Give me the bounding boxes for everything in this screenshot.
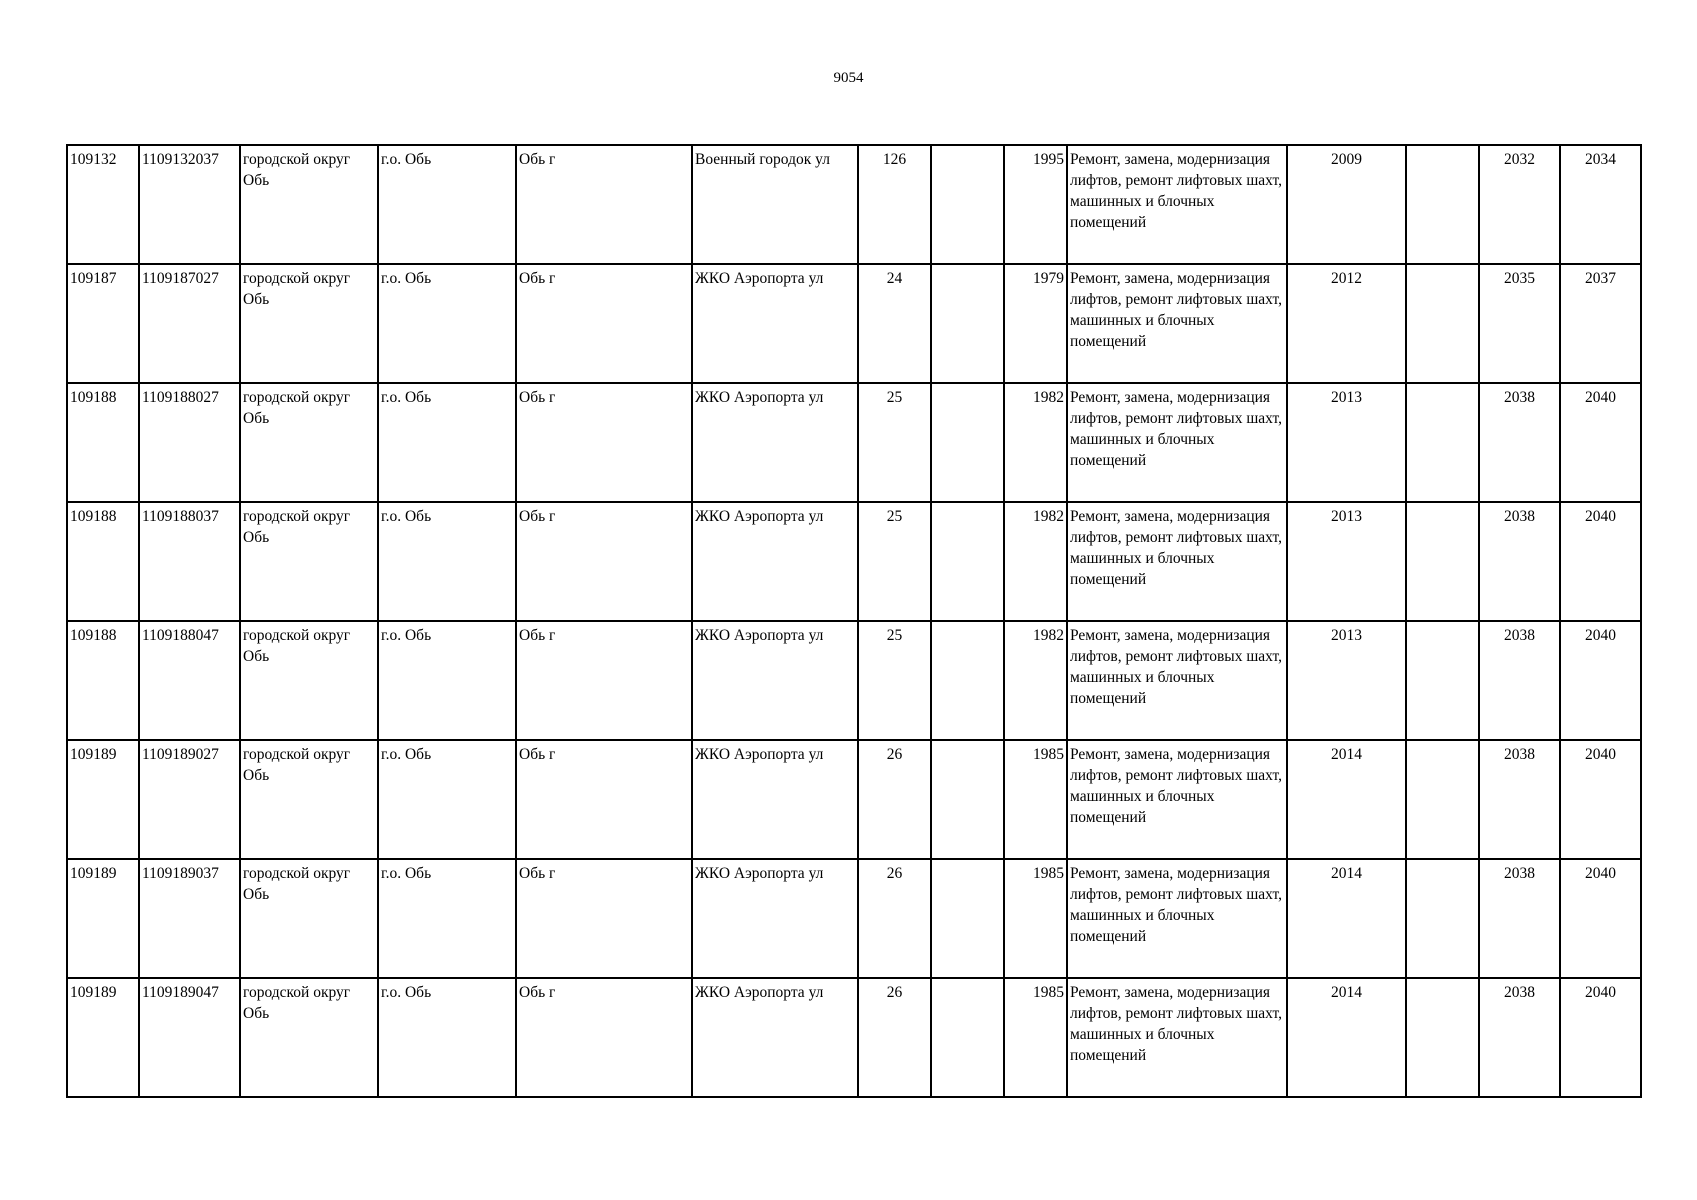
house-number-cell: 126 <box>858 145 931 264</box>
locality-cell: Обь г <box>516 978 692 1097</box>
work-type-cell: Ремонт, замена, модернизация лифтов, ремонт лифтовых шахт, машинных и блочных помещений <box>1067 859 1287 978</box>
house-code-cell: 1109188037 <box>139 502 240 621</box>
table-row <box>67 264 1641 383</box>
plan-end-year-cell: 2040 <box>1560 502 1641 621</box>
street-cell: ЖКО Аэропорта ул <box>692 383 858 502</box>
locality-cell: Обь г <box>516 621 692 740</box>
plan-start-year-cell: 2038 <box>1479 740 1560 859</box>
plan-start-year-cell: 2038 <box>1479 502 1560 621</box>
empty-cell <box>1406 740 1479 859</box>
street-cell: ЖКО Аэропорта ул <box>692 740 858 859</box>
building-cell <box>931 978 1004 1097</box>
table-body <box>67 145 1641 1097</box>
last-repair-year-cell: 2012 <box>1287 264 1406 383</box>
last-repair-year-cell: 2014 <box>1287 740 1406 859</box>
street-cell: Военный городок ул <box>692 145 858 264</box>
work-type-cell: Ремонт, замена, модернизация лифтов, ремонт лифтовых шахт, машинных и блочных помещений <box>1067 264 1287 383</box>
table-row <box>67 383 1641 502</box>
table-row <box>67 502 1641 621</box>
municipality-cell: г.о. Обь <box>378 978 516 1097</box>
house-number-cell: 25 <box>858 621 931 740</box>
work-type-cell: Ремонт, замена, модернизация лифтов, ремонт лифтовых шахт, машинных и блочных помещений <box>1067 502 1287 621</box>
district-cell: городской округ Обь <box>240 859 378 978</box>
house-id-cell: 109188 <box>67 621 139 740</box>
house-number-cell: 26 <box>858 859 931 978</box>
locality-cell: Обь г <box>516 264 692 383</box>
municipality-cell: г.о. Обь <box>378 621 516 740</box>
plan-start-year-cell: 2032 <box>1479 145 1560 264</box>
locality-cell: Обь г <box>516 859 692 978</box>
locality-cell: Обь г <box>516 502 692 621</box>
building-cell <box>931 740 1004 859</box>
plan-start-year-cell: 2035 <box>1479 264 1560 383</box>
district-cell: городской округ Обь <box>240 264 378 383</box>
building-cell <box>931 502 1004 621</box>
municipality-cell: г.о. Обь <box>378 264 516 383</box>
house-id-cell: 109188 <box>67 502 139 621</box>
building-cell <box>931 383 1004 502</box>
plan-end-year-cell: 2040 <box>1560 621 1641 740</box>
work-type-cell: Ремонт, замена, модернизация лифтов, ремонт лифтовых шахт, машинных и блочных помещений <box>1067 383 1287 502</box>
street-cell: ЖКО Аэропорта ул <box>692 859 858 978</box>
empty-cell <box>1406 264 1479 383</box>
year-built-cell: 1995 <box>1004 145 1067 264</box>
work-type-cell: Ремонт, замена, модернизация лифтов, ремонт лифтовых шахт, машинных и блочных помещений <box>1067 145 1287 264</box>
district-cell: городской округ Обь <box>240 383 378 502</box>
house-code-cell: 1109188027 <box>139 383 240 502</box>
house-id-cell: 109189 <box>67 859 139 978</box>
table-row <box>67 740 1641 859</box>
district-cell: городской округ Обь <box>240 145 378 264</box>
house-number-cell: 26 <box>858 978 931 1097</box>
registry-table <box>66 144 1642 1098</box>
street-cell: ЖКО Аэропорта ул <box>692 264 858 383</box>
locality-cell: Обь г <box>516 740 692 859</box>
plan-start-year-cell: 2038 <box>1479 383 1560 502</box>
work-type-cell: Ремонт, замена, модернизация лифтов, ремонт лифтовых шахт, машинных и блочных помещений <box>1067 740 1287 859</box>
street-cell: ЖКО Аэропорта ул <box>692 502 858 621</box>
district-cell: городской округ Обь <box>240 621 378 740</box>
plan-end-year-cell: 2034 <box>1560 145 1641 264</box>
locality-cell: Обь г <box>516 145 692 264</box>
last-repair-year-cell: 2014 <box>1287 978 1406 1097</box>
street-cell: ЖКО Аэропорта ул <box>692 978 858 1097</box>
plan-start-year-cell: 2038 <box>1479 859 1560 978</box>
table-row <box>67 978 1641 1097</box>
house-id-cell: 109189 <box>67 978 139 1097</box>
house-number-cell: 24 <box>858 264 931 383</box>
table-row <box>67 145 1641 264</box>
year-built-cell: 1979 <box>1004 264 1067 383</box>
year-built-cell: 1982 <box>1004 621 1067 740</box>
plan-start-year-cell: 2038 <box>1479 978 1560 1097</box>
plan-end-year-cell: 2037 <box>1560 264 1641 383</box>
house-code-cell: 1109132037 <box>139 145 240 264</box>
year-built-cell: 1985 <box>1004 859 1067 978</box>
empty-cell <box>1406 859 1479 978</box>
street-cell: ЖКО Аэропорта ул <box>692 621 858 740</box>
building-cell <box>931 859 1004 978</box>
municipality-cell: г.о. Обь <box>378 383 516 502</box>
house-id-cell: 109132 <box>67 145 139 264</box>
building-cell <box>931 145 1004 264</box>
house-code-cell: 1109189047 <box>139 978 240 1097</box>
building-cell <box>931 264 1004 383</box>
municipality-cell: г.о. Обь <box>378 502 516 621</box>
plan-end-year-cell: 2040 <box>1560 978 1641 1097</box>
house-code-cell: 1109188047 <box>139 621 240 740</box>
empty-cell <box>1406 145 1479 264</box>
last-repair-year-cell: 2013 <box>1287 502 1406 621</box>
year-built-cell: 1985 <box>1004 978 1067 1097</box>
house-number-cell: 25 <box>858 502 931 621</box>
year-built-cell: 1982 <box>1004 383 1067 502</box>
year-built-cell: 1985 <box>1004 740 1067 859</box>
house-number-cell: 25 <box>858 383 931 502</box>
district-cell: городской округ Обь <box>240 502 378 621</box>
house-id-cell: 109187 <box>67 264 139 383</box>
plan-end-year-cell: 2040 <box>1560 740 1641 859</box>
district-cell: городской округ Обь <box>240 740 378 859</box>
last-repair-year-cell: 2013 <box>1287 383 1406 502</box>
last-repair-year-cell: 2014 <box>1287 859 1406 978</box>
table-row <box>67 621 1641 740</box>
municipality-cell: г.о. Обь <box>378 145 516 264</box>
last-repair-year-cell: 2009 <box>1287 145 1406 264</box>
house-id-cell: 109189 <box>67 740 139 859</box>
house-code-cell: 1109189027 <box>139 740 240 859</box>
table-row <box>67 859 1641 978</box>
work-type-cell: Ремонт, замена, модернизация лифтов, ремонт лифтовых шахт, машинных и блочных помещений <box>1067 978 1287 1097</box>
plan-end-year-cell: 2040 <box>1560 383 1641 502</box>
plan-start-year-cell: 2038 <box>1479 621 1560 740</box>
empty-cell <box>1406 621 1479 740</box>
house-code-cell: 1109187027 <box>139 264 240 383</box>
building-cell <box>931 621 1004 740</box>
municipality-cell: г.о. Обь <box>378 859 516 978</box>
plan-end-year-cell: 2040 <box>1560 859 1641 978</box>
municipality-cell: г.о. Обь <box>378 740 516 859</box>
last-repair-year-cell: 2013 <box>1287 621 1406 740</box>
locality-cell: Обь г <box>516 383 692 502</box>
empty-cell <box>1406 502 1479 621</box>
year-built-cell: 1982 <box>1004 502 1067 621</box>
empty-cell <box>1406 978 1479 1097</box>
empty-cell <box>1406 383 1479 502</box>
work-type-cell: Ремонт, замена, модернизация лифтов, ремонт лифтовых шахт, машинных и блочных помещений <box>1067 621 1287 740</box>
district-cell: городской округ Обь <box>240 978 378 1097</box>
house-code-cell: 1109189037 <box>139 859 240 978</box>
house-id-cell: 109188 <box>67 383 139 502</box>
house-number-cell: 26 <box>858 740 931 859</box>
page-number: 9054 <box>833 70 864 86</box>
